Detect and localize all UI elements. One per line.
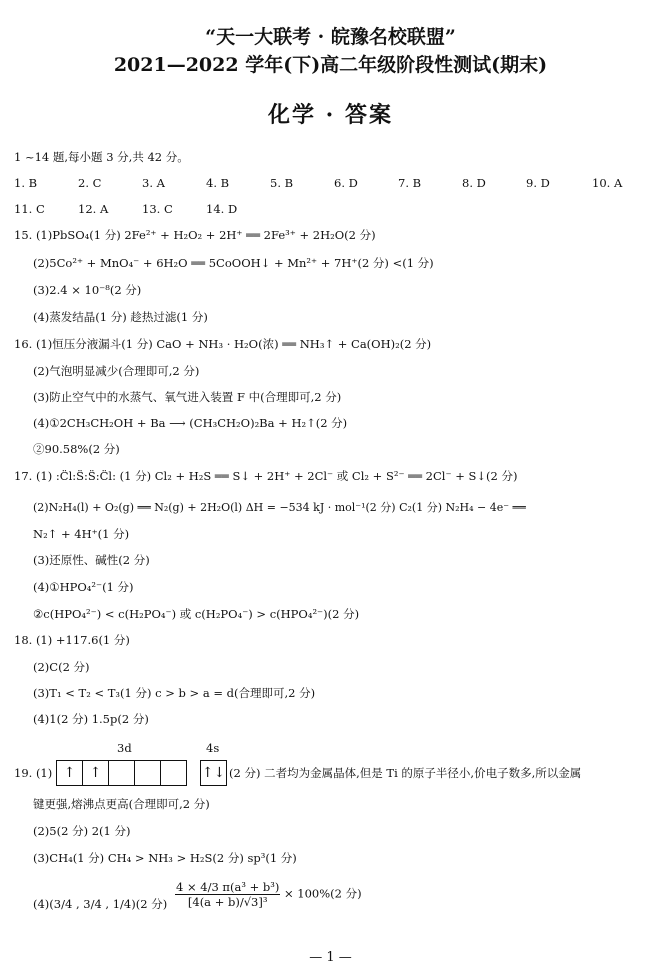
mc-answer: 5. B <box>270 176 294 190</box>
q19-part-1-tail: (2 分) 二者均为金属晶体,但是 Ti 的原子半径小,价电子数多,所以金属 <box>229 766 582 780</box>
mc-answer: 8. D <box>462 176 486 190</box>
orbital-cell <box>161 761 186 785</box>
orbital-cell <box>109 761 135 785</box>
q16-part-3: (3)防止空气中的水蒸气、氧气进入装置 F 中(合理即可,2 分) <box>33 390 342 404</box>
fraction-denominator: [4(a + b)/√3]³ <box>187 895 268 909</box>
orbital-label-4s: 4s <box>206 741 220 755</box>
q17-part-5: ②c(HPO₄²⁻) < c(H₂PO₄⁻) 或 c(H₂PO₄⁻) > c(HPO₄²⁻)(2 分) <box>33 607 360 621</box>
q15-part-2: (2)5Co²⁺ + MnO₄⁻ + 6H₂O ══ 5CoOOH↓ + Mn²⁺ + 7H⁺(2 分) <(1 分) <box>33 256 434 270</box>
q18-part-4: (4)1(2 分) 1.5p(2 分) <box>33 712 149 726</box>
orbital-label-3d: 3d <box>117 741 132 755</box>
mc-answer: 9. D <box>526 176 550 190</box>
q15-part-4: (4)蒸发结晶(1 分) 趁热过滤(1 分) <box>33 310 208 324</box>
header-line-2: 2021—2022 学年(下)高二年级阶段性测试(期末) <box>113 54 548 76</box>
header-line-1: “天一大联考 · 皖豫名校联盟” <box>205 26 456 48</box>
q17-part-1: 17. (1) :C̈l:S̈:S̈:C̈l: (1 分) Cl₂ + H₂S ══ S↓ + 2H⁺ + 2Cl⁻ 或 Cl₂ + S²⁻ ══ 2Cl⁻ + S↓(2 分) <box>14 469 518 483</box>
q19-part-2: (2)5(2 分) 2(1 分) <box>33 824 131 838</box>
q16-part-1: 16. (1)恒压分液漏斗(1 分) CaO + NH₃ · H₂O(浓) ══ NH₃↑ + Ca(OH)₂(2 分) <box>14 337 432 351</box>
mc-answer: 13. C <box>142 202 173 216</box>
intro-text: 1 ~14 题,每小题 3 分,共 42 分。 <box>14 150 189 164</box>
q16-part-5: ②90.58%(2 分) <box>33 442 120 456</box>
q19-part-4 <box>33 897 167 911</box>
mc-answer: 14. D <box>206 202 238 216</box>
orbital-cell: ↑↓ <box>201 765 226 781</box>
mc-answer: 10. A <box>592 176 623 190</box>
q15-part-3: (3)2.4 × 10⁻⁸(2 分) <box>33 283 142 297</box>
q17-part-3: (3)还原性、碱性(2 分) <box>33 553 150 567</box>
q18-part-2: (2)C(2 分) <box>33 660 90 674</box>
q19-part-3: (3)CH₄(1 分) CH₄ > NH₃ > H₂S(2 分) sp³(1 分) <box>33 851 297 865</box>
mc-answer: 6. D <box>334 176 358 190</box>
q19-p4-fraction <box>175 880 362 909</box>
orbital-cell: ↑ <box>57 761 83 785</box>
page-number: — 1 — <box>309 950 352 965</box>
q19-p4-tail: × 100%(2 分) <box>284 886 362 901</box>
q18-part-3: (3)T₁ < T₂ < T₃(1 分) c > b > a = d(合理即可,2 分) <box>33 686 316 700</box>
mc-answer: 3. A <box>142 176 165 190</box>
q17-part-2-continued: N₂↑ + 4H⁺(1 分) <box>33 527 130 541</box>
q17-part-2: (2)N₂H₄(l) + O₂(g) ══ N₂(g) + 2H₂O(l) ΔH = −534 kJ · mol⁻¹(2 分) C₂(1 分) N₂H₄ − 4e⁻ ══ <box>33 501 526 514</box>
q19-p4-mid: )(2 分) <box>131 897 168 911</box>
q17-part-4: (4)①HPO₄²⁻(1 分) <box>33 580 134 594</box>
orbital-box-3d <box>56 760 187 786</box>
q19-p4-coords: 3/4 , 3/4 , 1/4 <box>53 897 132 911</box>
page-title: 化学 · 答案 <box>268 102 393 128</box>
orbital-cell <box>135 761 161 785</box>
mc-answer: 7. B <box>398 176 422 190</box>
q18-part-1: 18. (1) +117.6(1 分) <box>14 633 130 647</box>
q15-part-1: 15. (1)PbSO₄(1 分) 2Fe²⁺ + H₂O₂ + 2H⁺ ══ 2Fe³⁺ + 2H₂O(2 分) <box>14 228 376 242</box>
mc-answer: 11. C <box>14 202 45 216</box>
q19-prefix: 19. (1) <box>14 766 53 780</box>
q16-part-2: (2)气泡明显减少(合理即可,2 分) <box>33 364 200 378</box>
mc-answer: 12. A <box>78 202 109 216</box>
q19-p4-prefix: (4)( <box>33 897 54 911</box>
orbital-box-4s <box>200 760 227 786</box>
fraction-numerator: 4 × 4/3 π(a³ + b³) <box>176 880 280 894</box>
mc-answer: 2. C <box>78 176 102 190</box>
mc-answer: 4. B <box>206 176 230 190</box>
q19-part-1-continued: 键更强,熔沸点更高(合理即可,2 分) <box>33 797 210 811</box>
orbital-cell: ↑ <box>83 761 109 785</box>
q16-part-4: (4)①2CH₃CH₂OH + Ba ⟶ (CH₃CH₂O)₂Ba + H₂↑(2 分) <box>33 416 348 430</box>
mc-answer: 1. B <box>14 176 38 190</box>
